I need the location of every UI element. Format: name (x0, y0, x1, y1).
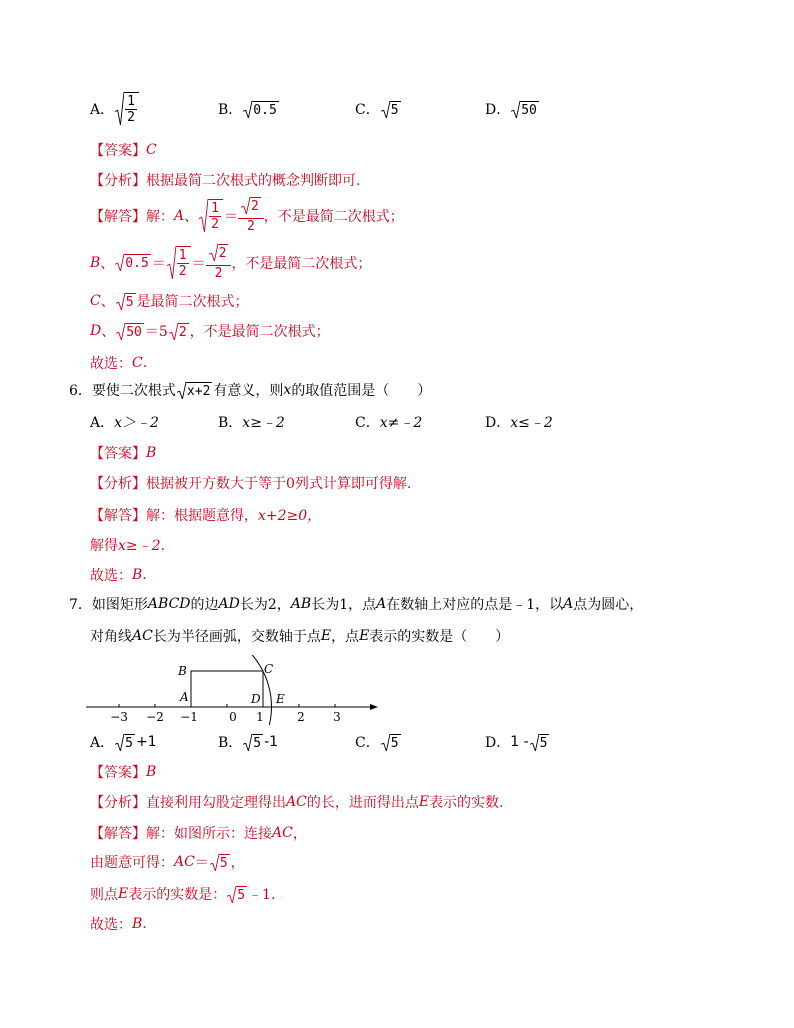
q6-choose: 故选： B . (90, 567, 147, 584)
q6-answer: 【答案】 B (90, 445, 157, 462)
q5-solution-c: C 、 5 是最简二次根式； (90, 293, 249, 310)
q6-option-b: B． x≥﹣2 (218, 415, 285, 431)
tick-label: 2 (297, 710, 305, 724)
q7-solution: 【解答】 解：如图所示：连接 AC ， (90, 825, 307, 842)
q5-option-a: A． $\frac{1}{2}$ (90, 92, 140, 125)
q5-analysis: 【分析】 根据最简二次根式的概念判断即可. (90, 173, 361, 189)
tick-label: −2 (146, 710, 164, 724)
q7-option-a: A． 5 +1 (90, 734, 157, 751)
number-line-figure (86, 655, 386, 725)
q7-analysis: 【分析】 直接利用勾股定理得出 AC 的长，进而得出点 E 表示的实数. (90, 794, 504, 811)
label-e: E (276, 692, 285, 706)
label-c: C (264, 662, 274, 676)
q7-result: 则点 E 表示的实数是： 5 ﹣1. (90, 886, 276, 903)
tick-label: 1 (256, 710, 264, 724)
q6-solution: 【解答】 解：根据题意得， x+2≥0， (90, 508, 322, 524)
sqrt-fraction: $\frac{1}{2}$ (115, 92, 139, 125)
q6-stem: 6． 要使二次根式 x+2 有意义，则 x 的取值范围是（ ） (69, 382, 432, 399)
q5-solution-b: B 、 0.5 ＝ $\frac{1}{2}$ ＝ $\frac{2}{2}$ ，不是最简二次根式； (90, 246, 372, 281)
q5-answer: 【答案】 C (90, 142, 157, 159)
q6-option-a: A． x＞﹣2 (90, 415, 159, 431)
label-d: D (251, 692, 261, 706)
tick-label: −1 (180, 710, 198, 724)
q6-option-d: D． x≤﹣2 (485, 415, 553, 431)
tick-label: −3 (110, 710, 128, 724)
q7-option-d: D． 1 - 5 (485, 734, 548, 751)
q5-option-d: D． 50 (485, 102, 537, 118)
q7-answer: 【答案】 B (90, 764, 157, 781)
q7-option-b: B． 5 -1 (218, 734, 279, 751)
q7-choose: 故选： B . (90, 916, 147, 933)
q5-solution-d: D 、 50 ＝5 2 ，不是最简二次根式； (90, 323, 330, 340)
label-a: A (180, 690, 189, 704)
tick-label: 3 (333, 710, 341, 724)
q7-stem-line1: 7． 如图矩形 ABCD 的边 AD 长为2， AB 长为1，点 A 在数轴上对应的点是﹣1，以 A 点为圆心， (69, 596, 644, 613)
axis-arrow (370, 704, 378, 710)
q7-option-c: C． 5 (355, 735, 399, 751)
q5-choose: 故选： C . (90, 355, 148, 372)
q5-option-c: C． 5 (355, 102, 399, 118)
label-b: B (178, 664, 187, 678)
q5-solution-a: 【解答】 解： A 、 $\frac{1}{2}$ ＝ $\frac{2}{2}$ ，不是最简二次根式； (90, 199, 404, 234)
q5-option-b: B． 0.5 (218, 102, 277, 118)
tick-label: 0 (229, 710, 237, 724)
q7-stem-line2: 对角线 AC 长为半径画弧，交数轴于点 E ，点 E 表示的实数是（ ） (90, 628, 510, 645)
q6-solve: 解得 x≥﹣2. (90, 538, 165, 554)
q6-analysis: 【分析】 根据被开方数大于等于0列式计算即可得解. (90, 476, 412, 492)
q7-given: 由题意可得： AC ＝ 5 ， (90, 854, 245, 871)
q6-option-c: C． x≠﹣2 (355, 415, 423, 431)
